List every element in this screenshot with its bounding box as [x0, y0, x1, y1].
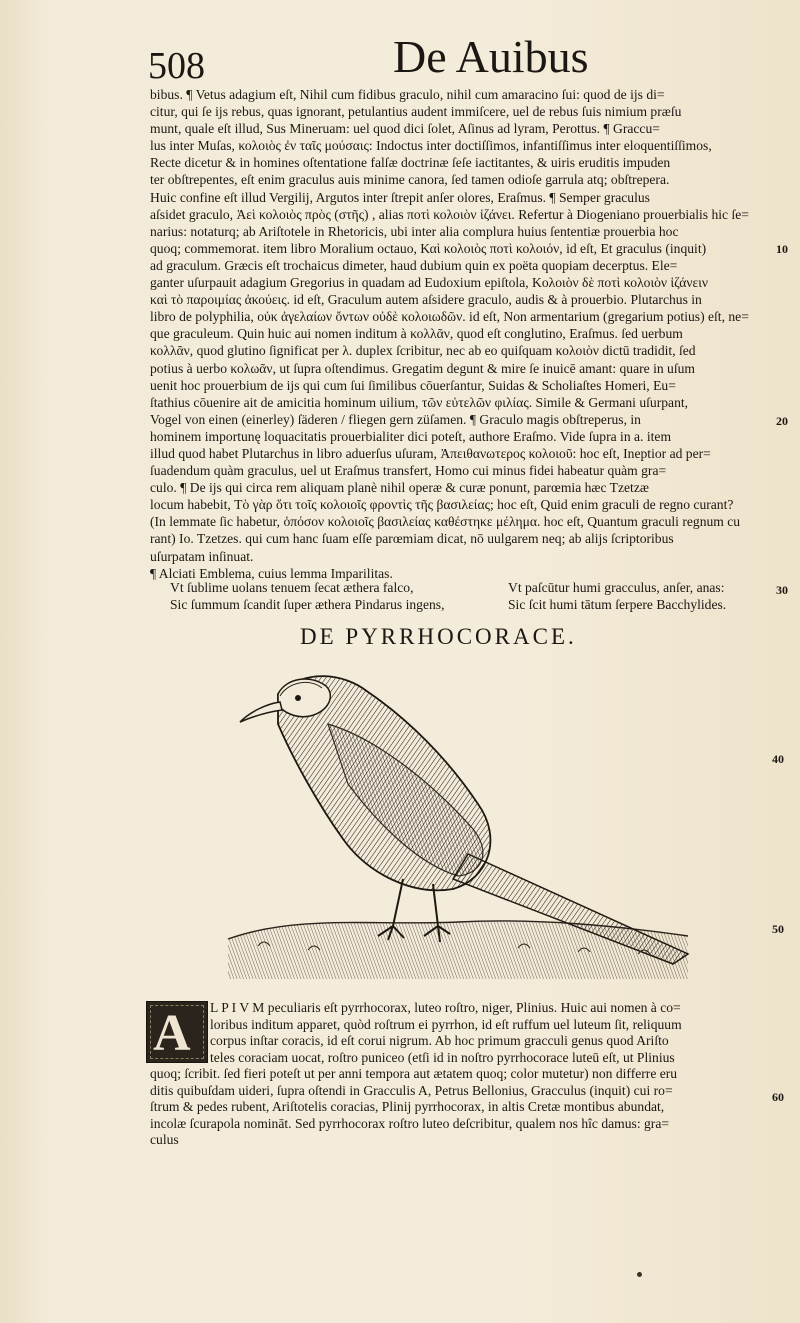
initial-letter: A [153, 1005, 191, 1062]
text-line: munt, quale eſt illud, Sus Mineruam: uel quod dici ſolet, Aſinus ad lyram, Perottus. ¶ Graccu= [150, 121, 660, 137]
text-line: que graculeum. Quin huic aui nomen inditum à κολλᾶν, quod eſt conglutino, Eraſmus. ſed uerbum [150, 326, 683, 342]
margin-number-40: 40 [772, 752, 784, 766]
margin-number-10: 10 [776, 242, 788, 256]
bottom-text-indented [210, 1000, 770, 1066]
text-line: uenit hoc prouerbium de ijs qui cum ſui ſimilibus cōuerſantur, Suidas & Scholiaſtes Homeri, Eu= [150, 377, 676, 393]
text-line: quoq; commemorat. item libro Moralium octauo, Καὶ κολοιὸς ποτὶ κολοιόν, id eſt, Et graculus (inquit) [150, 240, 707, 256]
text-line: corpus inſtar coracis, id eſt corui nigrum. Ab hoc primum gracculi genus quod Ariſto [210, 1033, 669, 1048]
text-line: ad graculum. Græcis eſt trochaicus dimeter, haud dubium quin ex poëta quopiam decerptus. Ele= [150, 257, 678, 273]
margin-number-30: 30 [776, 583, 788, 597]
text-line: καὶ τὸ παροιμίας ἀκούεις. id eſt, Graculum autem aſsidere graculo, audis & à prouerbio. Plutarchus in [150, 292, 702, 308]
text-line: ganter uſurpauit adagium Gregorius in quadam ad Eudoxium epiſtola, Κολοιὸν δὲ ποτὶ κολοιὸν ἱζάνειν [150, 275, 709, 291]
text-line: Vogel von einen (einerley) ſäderen / fliegen gern züſamen. ¶ Graculo magis obſtreperus, in [150, 411, 641, 427]
text-line: ¶ Alciati Emblema, cuius lemma Imparilitas. [150, 565, 393, 581]
text-line: aſsidet graculo, Ἀεὶ κολοιὸς πρὸς (στῆς) , alias ποτὶ κολοιὸν ἱζάνει. Refertur à Diogeniano prouerbialis hic ſe= [150, 206, 749, 222]
text-line: bibus. ¶ Vetus adagium eſt, Nihil cum fidibus graculo, nihil cum amaracino ſui: quod de ijs di= [150, 87, 665, 102]
bleed-through-ghost [300, 30, 316, 77]
text-line: L P I V M peculiaris eſt pyrrhocorax, luteo roſtro, niger, Plinius. Huic aui nomen à co= [210, 1000, 681, 1015]
text-line: hominem importunę loquacitatis prouerbialiter dici poteſt, authore Eraſmo. Vide ſupra in a. item [150, 428, 672, 444]
text-line: culo. ¶ De ijs qui circa rem aliquam planè nihil operæ & curæ ponunt, parœmia hæc Tzetzæ [150, 480, 649, 496]
ink-speck [637, 1272, 642, 1277]
text-line: teles coraciam uocat, roſtro puniceo (etſi id in noſtro pyrrhocorace luteū eſt, ut Plinius [210, 1049, 675, 1065]
section-heading: DE PYRRHOCORACE. [300, 624, 577, 649]
emblem-verse-right-2: Sic ſcit humi tātum ſerpere Bacchylides. [508, 597, 727, 612]
emblem-verse-left-1: Vt ſublime uolans tenuem ſecat æthera falco, [170, 580, 414, 595]
text-line: Recte dicetur & in homines oſtentatione falſæ doctrinæ ſeſe iactitantes, & uiris eruditis impuden [150, 155, 671, 171]
text-line: potius à uerbo κολωᾶν, ut ſupra oſtendimus. Gregatim degunt & mire ſe inuicē amant: quare in uſum [150, 360, 696, 376]
text-line: quoq; ſcribit. ſed fieri poteſt ut per anni tempora aut ætatem quoq; color mutetur) non differre eru [150, 1066, 678, 1081]
body-text [150, 86, 770, 582]
emblem-verse-left-2: Sic ſummum ſcandit ſuper æthera Pindarus ingens, [170, 597, 445, 612]
margin-number-20: 20 [776, 414, 788, 428]
text-line: rant) Io. Tzetzes. qui cum hanc ſuam eſſe parœmiam dicat, nō uulgarem neq; ab alijs ſcriptoribus [150, 531, 674, 547]
text-line: incolæ ſcurapola nomināt. Sed pyrrhocorax roſtro luteo deſcribitur, qualem nos hîc damus: gra= [150, 1115, 670, 1131]
text-line: culus [150, 1132, 179, 1147]
emblem-verse-right-1: Vt paſcūtur humi gracculus, anſer, anas: [508, 580, 725, 595]
text-line: citur, qui ſe ijs rebus, quas ignorant, petulantius audent immiſcere, uel de rebus ſuis nimium præſu [150, 104, 682, 120]
running-head: De Auibus [393, 31, 589, 82]
text-line: ſtrum & pedes rubent, Ariſtotelis coracias, Plinij pyrrhocorax, in altis Cretæ montibus abundat, [150, 1099, 665, 1114]
decorated-initial [146, 1001, 208, 1063]
margin-number-60: 60 [772, 1090, 784, 1104]
margin-number-50: 50 [772, 922, 784, 936]
text-line: Huic confine eſt illud Vergilij, Argutos inter ſtrepit anſer olores, Eraſmus. ¶ Semper graculus [150, 189, 650, 205]
text-line: libro de polyphilia, οὐκ ἀγελαίων ὄντων οὐδὲ κολοιωδῶν. id eſt, Non armentarium (gregarium potius) eſt, ne= [150, 309, 749, 325]
text-line: lus inter Muſas, κολοιὸς ἐν ταῖς μούσαις: Indoctus inter doctiſſimos, infantiſſimus inter eloquentiſſimos, [150, 138, 712, 154]
text-line: ſtathius cōuenire ait de amicitia hominum uilium, τῶν εὐτελῶν φιλίας. Simile & Germani uſurpant, [150, 394, 689, 410]
text-line: κολλᾶν, quod glutino ſignificat per λ. duplex ſcribitur, nec ab eo quiſquam κολοιὸν dictū tradidit, ſed [150, 343, 696, 359]
text-line: ditis quibuſdam uideri, ſupra oſtendi in Gracculis A, Petrus Bellonius, Gracculus (inquit) cui ro= [150, 1082, 673, 1098]
text-line: uſurpatam inſinuat. [150, 548, 254, 564]
text-line: locum habebit, Τὸ γὰρ ὅτι τοῖς κολοιοῖς φροντὶς τῆς βασιλείας; hoc eſt, Quid enim graculi de regno curant? [150, 497, 734, 513]
page-number: 508 [148, 45, 205, 87]
text-line: narius: notaturq; ab Ariſtotele in Rhetoricis, ubi inter alia complura huius ſententiæ prouerbia hoc [150, 223, 679, 239]
bottom-text-full [150, 1066, 770, 1149]
text-line: ter obſtrepentes, eſt enim graculus auis minime canora, ſed tamen odioſe garrula atq; obſtrepera. [150, 172, 670, 188]
text-line: illud quod habet Plutarchus in libro aduerſus uſuram, Ἀπειθανωτερος κολοιοῦ: hoc eſt, Ineptior ad per= [150, 445, 711, 461]
text-line: loribus inditum apparet, quòd roſtrum ei pyrrhon, id eſt ruffum uel luteum ſit, reliquum [210, 1016, 682, 1032]
text-line: (In lemmate ſic habetur, ὁπόσον κολοιοῖς βασιλείας καθέστηκε μέλημα. hoc eſt, Quantum graculi regnum cu [150, 514, 741, 530]
text-line: ſuadendum quàm graculus, uel ut Eraſmus transfert, Homo cui minus fidei habeatur quàm gra= [150, 463, 667, 479]
bird-woodcut-illustration [218, 664, 698, 984]
